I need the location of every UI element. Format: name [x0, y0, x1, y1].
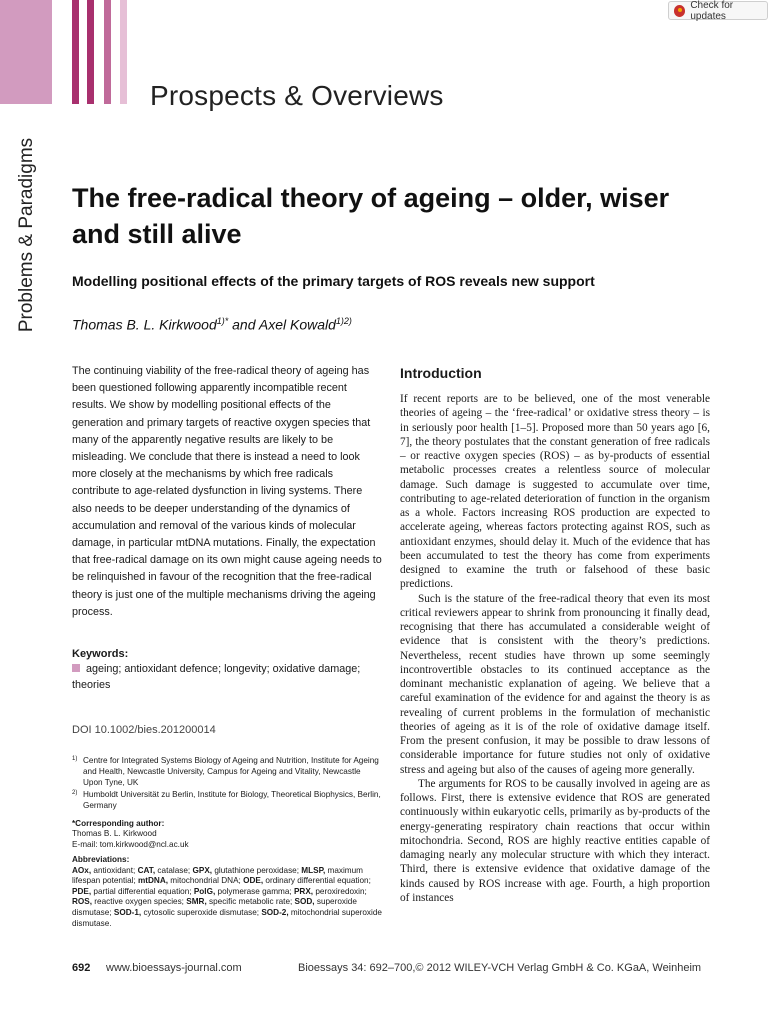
abbreviation-term: GPX,: [192, 865, 213, 875]
abbreviation-definition: polymerase gamma;: [215, 886, 294, 896]
doi-link[interactable]: DOI 10.1002/bies.201200014: [72, 724, 216, 736]
affiliation-text: Humboldt Universität zu Berlin, Institute for Biology, Theoretical Biophysics, Berlin, Germany: [83, 789, 381, 810]
abstract: The continuing viability of the free-radical theory of ageing has been questioned following apparently incompatible recent results. We show by modelling positional effects of the generation and primary targets of reactive oxygen species that many of the apparently negative results are likely to be misleading. We conclude that there is instead a need to look more closely at the mechanisms by which free radicals contribute to age-related dysfunction in living systems. There also needs to be deeper understanding of the dynamics of accumulation and removal of the various kinds of molecular damage, in particular mtDNA mutations. Finally, the expectation that free-radical damage on its own might cause ageing needs to be relinquished in favour of the recognition that the free-radical theory is just one of the multiple mechanisms driving the ageing process.: [72, 365, 382, 618]
side-label-text: Problems & Paradigms: [16, 137, 37, 333]
affiliation-item: [72, 789, 382, 811]
corresponding-name: Thomas B. L. Kirkwood: [72, 829, 157, 839]
affiliation-marker: 2): [72, 789, 78, 796]
abbreviations-list: [72, 866, 382, 930]
author-2-affiliation: 1)2): [335, 316, 352, 326]
abbreviation-term: MLSP,: [301, 865, 326, 875]
body-paragraph: Such is the stature of the free-radical theory that even its most critical reviewers appear to shrink from pronouncing it finally dead, recognising that there has accumulated a considerable weight of evidence that is consistent with the theory’s predictions. Nevertheless, recent studies have thrown up some seemingly incontrovertible obstacles to its continued acceptance as the dominant mechanistic explanation of ageing. We believe that a careful examination of the evidence for and against the theory is as revealing of current problems in the formulation of mechanistic theories of ageing as it is of the role of oxidative damage itself. From the present confusion, it may be possible to draw lessons of considerable importance for future studies not only of oxidative stress and ageing but also of the causes of ageing more generally.: [400, 592, 710, 776]
check-for-updates-button[interactable]: [668, 1, 768, 20]
author-list: [72, 316, 352, 333]
author-1: Thomas B. L. Kirkwood: [72, 316, 217, 333]
abbreviation-definition: ordinary differential equation;: [263, 876, 371, 886]
abbreviation-definition: antioxidant;: [91, 865, 138, 875]
header-stripe-3: [104, 0, 111, 104]
affiliation-marker: 1): [72, 756, 78, 762]
author-conjunction: and: [228, 316, 259, 333]
abbreviation-term: ROS,: [72, 897, 93, 907]
abbreviation-definition: glutathione peroxidase;: [212, 865, 302, 875]
keywords-heading: Keywords:: [72, 648, 129, 660]
abbreviation-term: SOD,: [294, 897, 315, 907]
abbreviations-heading: Abbreviations:: [72, 855, 130, 864]
corresponding-email[interactable]: E-mail: tom.kirkwood@ncl.ac.uk: [72, 839, 189, 849]
affiliation-text: Centre for Integrated Systems Biology of Ageing and Nutrition, Institute for Ageing and Health, Newcastle University, Campus for Ageing and Vitality, Newcastle Upon Tyne, UK: [83, 756, 379, 788]
journal-website-link[interactable]: www.bioessays-journal.com: [106, 962, 242, 974]
header-color-band: [0, 0, 52, 104]
abbreviation-term: mtDNA,: [138, 876, 169, 886]
introduction-heading: Introduction: [400, 365, 482, 381]
abbreviation-term: ODE,: [243, 876, 264, 886]
section-title: Prospects & Overviews: [150, 80, 444, 111]
author-1-affiliation: 1)*: [216, 316, 229, 326]
abbreviation-term: SMR,: [186, 897, 207, 907]
body-paragraph: The arguments for ROS to be causally involved in ageing are as follows. First, there is extensive evidence that ROS are generated continuously within eukaryotic cells, primarily as by-products of the energy-generating respiratory chain reactions that occur within mitochondria. Second, ROS are highly reactive entities capable of damaging nearly any molecular structure with which they interact. Third, there is extensive evidence that oxidative damage of the kinds caused by ROS increase with age. Fourth, a high proportion of instances: [400, 777, 710, 904]
abbreviation-definition: superoxide dismutase;: [72, 897, 357, 917]
introduction-body: [400, 392, 710, 905]
abbreviation-term: SOD-2,: [261, 907, 289, 917]
abbreviations: [72, 855, 382, 929]
abbreviation-definition: catalase;: [155, 865, 193, 875]
abbreviation-definition: specific metabolic rate;: [206, 897, 295, 907]
corresponding-author: [72, 819, 382, 850]
abbreviation-definition: cytosolic superoxide dismutase;: [141, 907, 262, 917]
abbreviation-term: PolG,: [193, 886, 216, 896]
side-label: [14, 120, 40, 350]
affiliations: [72, 755, 382, 811]
check-for-updates-label: Check for updates: [690, 0, 734, 22]
abbreviation-definition: peroxiredoxin;: [313, 886, 367, 896]
corresponding-heading: *Corresponding author:: [72, 819, 165, 828]
page-number: 692: [72, 962, 91, 974]
abbreviation-term: CAT,: [137, 865, 156, 875]
author-2: Axel Kowald: [258, 316, 336, 333]
abbreviation-definition: partial differential equation;: [91, 886, 194, 896]
journal-citation: Bioessays 34: 692–700,© 2012 WILEY-VCH Verlag GmbH & Co. KGaA, Weinheim: [298, 962, 702, 974]
abbreviation-definition: maximum lifespan potential;: [72, 865, 364, 886]
abbreviation-term: SOD-1,: [113, 907, 142, 917]
header-stripe-1: [72, 0, 79, 104]
abbreviation-definition: mitochondrial DNA;: [168, 876, 244, 886]
abbreviation-term: AOx,: [72, 865, 92, 875]
keywords-block: [72, 662, 387, 693]
abbreviation-term: PRX,: [293, 886, 314, 896]
header-stripe-2: [87, 0, 94, 104]
keyword-bullet-icon: [72, 664, 80, 672]
abbreviation-definition: mitochondrial superoxide dismutase.: [72, 907, 382, 928]
header-stripe-4: [120, 0, 127, 104]
crossmark-icon: [674, 5, 685, 17]
article-subtitle: Modelling positional effects of the primary targets of ROS reveals new support: [72, 273, 595, 289]
keywords-text: ageing; antioxidant defence; longevity; oxidative damage; theories: [72, 663, 361, 691]
abbreviation-term: PDE,: [72, 886, 92, 896]
article-title: The free-radical theory of ageing – older, wiser and still alive: [72, 183, 670, 249]
body-paragraph: If recent reports are to be believed, one of the most venerable theories of ageing – the ‘free-radical’ or oxidative stress theory – is in seriously poor health [1–5]. Proposed more than 50 years ago [6, 7], the theory postulates that the constant generation of free radicals – or reactive oxygen species (ROS) – as by-products of essential metabolic processes creates a relentless source of molecular damage. Such damage is suggested to accumulate over time, contributing to age-related deterioration of function in the organism as a whole. Factors increasing ROS production are expected to accelerate ageing, whereas factors protecting against ROS, such as antioxidant enzymes, should delay it. Much of the evidence that has been accumulated to test the theory has come from experiments designed to examine the truth or falsehood of these basic predictions.: [400, 393, 710, 591]
abbreviation-definition: reactive oxygen species;: [92, 897, 187, 907]
affiliation-item: [72, 755, 382, 789]
